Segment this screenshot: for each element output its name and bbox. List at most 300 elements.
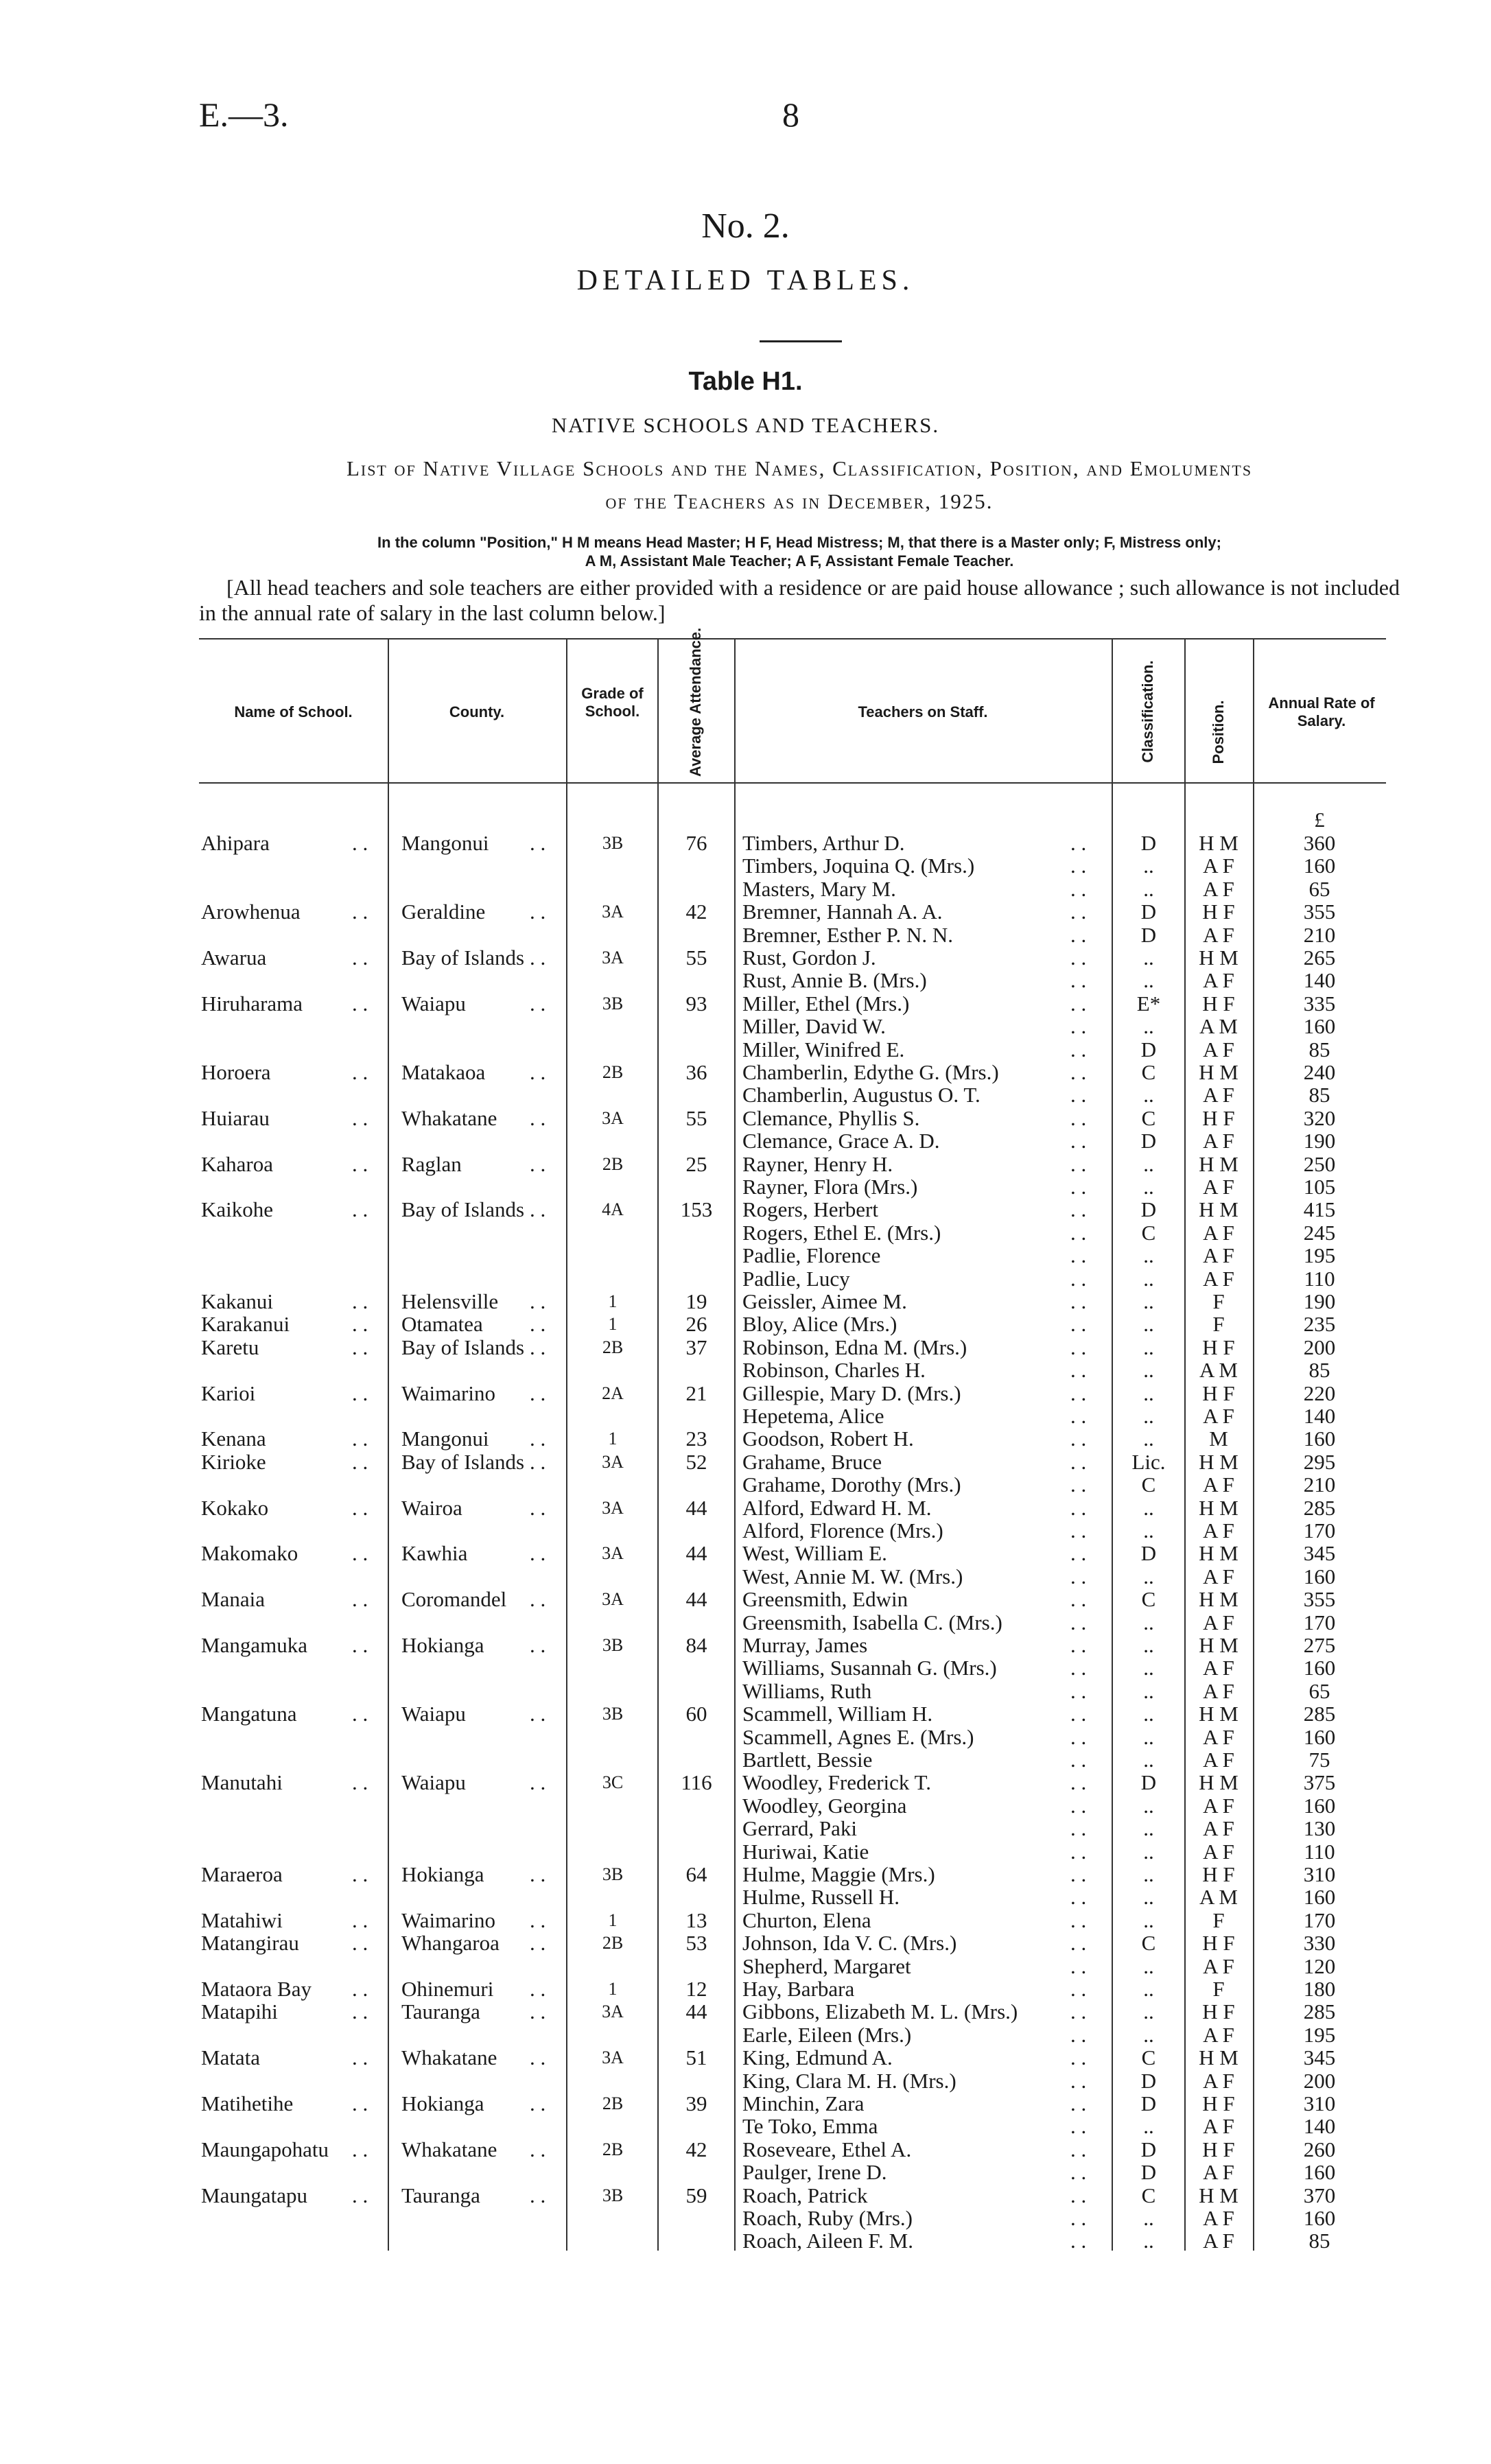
teacher-salary: 250: [1303, 1152, 1336, 1176]
header-salary: Annual Rate of Salary.: [1268, 694, 1375, 729]
teacher-classification: D: [1140, 1037, 1157, 1061]
county-name: Waiapu: [401, 992, 466, 1016]
teacher-position: H M: [1199, 1496, 1238, 1520]
leader-dots: . .: [1070, 1564, 1087, 1588]
leader-dots: . .: [530, 1999, 546, 2023]
leader-dots: . .: [352, 900, 368, 924]
teacher-name: Miller, David W.: [742, 1014, 886, 1038]
leader-dots: . .: [352, 2183, 368, 2207]
teacher-position: H M: [1199, 1770, 1238, 1794]
leader-dots: . .: [530, 1770, 546, 1794]
list-title-line-1: List of Native Village Schools and the Names, Classification, Position, and Emoluments: [346, 456, 1253, 480]
county-name: Otamatea: [401, 1312, 483, 1336]
average-attendance: 12: [685, 1977, 707, 2001]
teacher-name: Johnson, Ida V. C. (Mrs.): [742, 1931, 957, 1955]
leader-dots: . .: [352, 946, 368, 970]
leader-dots: . .: [530, 1587, 546, 1611]
leader-dots: . .: [352, 1450, 368, 1474]
leader-dots: . .: [1070, 2045, 1087, 2069]
teacher-classification: ..: [1143, 1496, 1154, 1520]
teacher-classification: D: [1140, 1129, 1157, 1153]
teacher-salary: 285: [1303, 1702, 1336, 1726]
leader-dots: . .: [1070, 1496, 1087, 1520]
teacher-position: H M: [1199, 1541, 1238, 1565]
teacher-classification: ..: [1143, 1656, 1154, 1680]
teacher-position: A F: [1203, 1404, 1234, 1428]
county-name: Raglan: [401, 1152, 462, 1176]
teacher-name: West, William E.: [742, 1541, 887, 1565]
leader-dots: . .: [1070, 1954, 1087, 1978]
leader-dots: . .: [1070, 2160, 1087, 2184]
teacher-position: A F: [1203, 2229, 1234, 2253]
teacher-position: A F: [1203, 2114, 1234, 2138]
teacher-name: Hepetema, Alice: [742, 1404, 884, 1428]
teacher-salary: 335: [1303, 992, 1336, 1016]
school-grade: 3B: [602, 994, 624, 1013]
school-grade: 2A: [602, 1383, 624, 1403]
table-top-rule: [199, 638, 1386, 640]
teacher-classification: ..: [1143, 1335, 1154, 1359]
leader-dots: . .: [1070, 1197, 1087, 1221]
teacher-classification: ..: [1143, 2229, 1154, 2253]
teacher-position: A F: [1203, 2160, 1234, 2184]
table-subtitle: NATIVE SCHOOLS AND TEACHERS.: [551, 413, 940, 437]
leader-dots: . .: [530, 1060, 546, 1084]
teacher-salary: 260: [1303, 2137, 1336, 2161]
teacher-position: H F: [1202, 1106, 1235, 1130]
teacher-position: H F: [1202, 1381, 1235, 1405]
average-attendance: 37: [685, 1335, 707, 1359]
teacher-name: Bloy, Alice (Mrs.): [742, 1312, 897, 1336]
teacher-classification: ..: [1143, 1679, 1154, 1703]
leader-dots: . .: [530, 2045, 546, 2069]
leader-dots: . .: [352, 1541, 368, 1565]
teacher-salary: 220: [1303, 1381, 1336, 1405]
teacher-position: H M: [1199, 1633, 1238, 1657]
teacher-classification: C: [1141, 1931, 1156, 1955]
leader-dots: . .: [352, 1335, 368, 1359]
teacher-name: Scammell, Agnes E. (Mrs.): [742, 1725, 974, 1749]
leader-dots: . .: [1070, 2206, 1087, 2230]
average-attendance: 21: [685, 1381, 707, 1405]
teacher-name: Padlie, Lucy: [742, 1267, 850, 1291]
leader-dots: . .: [1070, 968, 1087, 992]
page-number: 8: [782, 95, 799, 134]
teacher-classification: ..: [1143, 1358, 1154, 1382]
school-name: Maungapohatu: [201, 2137, 329, 2161]
county-name: Matakaoa: [401, 1060, 486, 1084]
school-grade: 1: [608, 1314, 618, 1334]
leader-dots: . .: [1070, 1977, 1087, 2001]
leader-dots: . .: [352, 1289, 368, 1313]
county-name: Hokianga: [401, 1633, 484, 1657]
school-name: Manaia: [201, 1587, 265, 1611]
teacher-salary: 160: [1303, 1725, 1336, 1749]
teacher-name: Alford, Florence (Mrs.): [742, 1518, 943, 1542]
leader-dots: . .: [530, 1977, 546, 2001]
teacher-salary: 235: [1303, 1312, 1336, 1336]
leader-dots: . .: [1070, 1999, 1087, 2023]
leader-dots: . .: [1070, 1908, 1087, 1932]
teacher-name: Te Toko, Emma: [742, 2114, 878, 2138]
leader-dots: . .: [530, 1106, 546, 1130]
teacher-name: Earle, Eileen (Mrs.): [742, 2023, 912, 2047]
teacher-name: Woodley, Georgina: [742, 1794, 907, 1818]
leader-dots: . .: [1070, 1312, 1087, 1336]
teacher-classification: ..: [1143, 1954, 1154, 1978]
currency-symbol: £: [1314, 808, 1325, 832]
school-grade: 1: [608, 1979, 618, 1999]
teacher-classification: C: [1141, 1587, 1156, 1611]
teacher-classification: C: [1141, 2183, 1156, 2207]
teacher-position: H F: [1202, 2137, 1235, 2161]
teacher-position: A F: [1203, 1656, 1234, 1680]
teacher-classification: ..: [1143, 1633, 1154, 1657]
teacher-name: Timbers, Arthur D.: [742, 831, 905, 855]
leader-dots: . .: [352, 1106, 368, 1130]
leader-dots: . .: [1070, 1243, 1087, 1267]
teacher-position: H M: [1199, 1587, 1238, 1611]
teacher-classification: D: [1140, 1541, 1157, 1565]
teacher-classification: ..: [1143, 1748, 1154, 1772]
leader-dots: . .: [1070, 1816, 1087, 1840]
leader-dots: . .: [352, 1999, 368, 2023]
teacher-position: A F: [1203, 2069, 1234, 2093]
leader-dots: . .: [1070, 1518, 1087, 1542]
teacher-classification: D: [1140, 2091, 1157, 2115]
leader-dots: . .: [352, 831, 368, 855]
table-title: Table H1.: [688, 367, 803, 396]
teacher-position: A M: [1199, 1014, 1238, 1038]
school-grade: 4A: [602, 1199, 624, 1219]
teacher-name: Paulger, Irene D.: [742, 2160, 887, 2184]
leader-dots: . .: [1070, 1450, 1087, 1474]
teacher-classification: D: [1140, 900, 1157, 924]
teacher-name: Miller, Winifred E.: [742, 1037, 905, 1061]
county-name: Whakatane: [401, 1106, 497, 1130]
school-name: Kokako: [201, 1496, 269, 1520]
teacher-salary: 275: [1303, 1633, 1336, 1657]
teacher-name: Greensmith, Isabella C. (Mrs.): [742, 1610, 1002, 1634]
county-name: Waiapu: [401, 1770, 466, 1794]
school-grade: 3C: [602, 1772, 624, 1792]
teacher-name: Murray, James: [742, 1633, 868, 1657]
teacher-salary: 345: [1303, 1541, 1336, 1565]
school-name: Karakanui: [201, 1312, 290, 1336]
average-attendance: 52: [685, 1450, 707, 1474]
teacher-position: H F: [1202, 900, 1235, 924]
teacher-name: Gibbons, Elizabeth M. L. (Mrs.): [742, 1999, 1018, 2023]
leader-dots: . .: [1070, 1862, 1087, 1886]
leader-dots: . .: [352, 1770, 368, 1794]
teacher-classification: ..: [1143, 1083, 1154, 1107]
teacher-name: Miller, Ethel (Mrs.): [742, 992, 910, 1016]
teacher-salary: 160: [1303, 2160, 1336, 2184]
teacher-classification: ..: [1143, 968, 1154, 992]
leader-dots: . .: [1070, 1267, 1087, 1291]
teacher-classification: D: [1140, 2137, 1157, 2161]
teacher-classification: ..: [1143, 946, 1154, 970]
school-name: Awarua: [201, 946, 267, 970]
school-grade: 3A: [602, 2002, 624, 2021]
average-attendance: 76: [685, 831, 707, 855]
teacher-salary: 415: [1303, 1197, 1336, 1221]
school-name: Arowhenua: [201, 900, 301, 924]
leader-dots: . .: [1070, 1175, 1087, 1199]
average-attendance: 42: [685, 900, 707, 924]
teacher-classification: ..: [1143, 1427, 1154, 1451]
school-name: Kakanui: [201, 1289, 274, 1313]
heading-divider: [760, 340, 842, 342]
average-attendance: 23: [685, 1427, 707, 1451]
column-rule: [388, 638, 389, 2251]
leader-dots: . .: [1070, 1381, 1087, 1405]
teacher-salary: 85: [1308, 2229, 1330, 2253]
leader-dots: . .: [1070, 2023, 1087, 2047]
leader-dots: . .: [1070, 1289, 1087, 1313]
teacher-position: A M: [1199, 1885, 1238, 1909]
county-name: Tauranga: [401, 2183, 480, 2207]
average-attendance: 53: [685, 1931, 707, 1955]
leader-dots: . .: [1070, 1794, 1087, 1818]
teacher-salary: 160: [1303, 2206, 1336, 2230]
teacher-salary: 240: [1303, 1060, 1336, 1084]
school-grade: 2B: [602, 1933, 624, 1953]
teacher-salary: 130: [1303, 1816, 1336, 1840]
school-grade: 3B: [602, 833, 624, 853]
teacher-classification: ..: [1143, 2023, 1154, 2047]
school-name: Huiarau: [201, 1106, 270, 1130]
teacher-name: King, Clara M. H. (Mrs.): [742, 2069, 956, 2093]
teacher-classification: ..: [1143, 1908, 1154, 1932]
teacher-classification: C: [1141, 1060, 1156, 1084]
header-classification: Classification.: [1139, 660, 1156, 763]
teacher-name: Roach, Patrick: [742, 2183, 868, 2207]
school-grade: 3A: [602, 902, 624, 922]
teacher-position: A F: [1203, 1679, 1234, 1703]
teacher-name: Clemance, Phyllis S.: [742, 1106, 920, 1130]
teacher-salary: 85: [1308, 1083, 1330, 1107]
teacher-position: H F: [1202, 1931, 1235, 1955]
leader-dots: . .: [352, 1427, 368, 1451]
teacher-classification: ..: [1143, 1312, 1154, 1336]
teacher-name: Rayner, Flora (Mrs.): [742, 1175, 918, 1199]
county-name: Tauranga: [401, 1999, 480, 2023]
teacher-classification: ..: [1143, 2114, 1154, 2138]
allowance-remark: [All head teachers and sole teachers are either provided with a residence or are paid house allowance ; such allowance is not included in the annual rate of salary in the last column below.]: [199, 575, 1400, 625]
leader-dots: . .: [530, 946, 546, 970]
leader-dots: . .: [1070, 1633, 1087, 1657]
leader-dots: . .: [352, 2137, 368, 2161]
leader-dots: . .: [530, 2137, 546, 2161]
county-name: Whakatane: [401, 2045, 497, 2069]
leader-dots: . .: [1070, 1335, 1087, 1359]
teacher-position: A F: [1203, 1794, 1234, 1818]
teacher-salary: 65: [1308, 1679, 1330, 1703]
leader-dots: . .: [352, 1496, 368, 1520]
teacher-salary: 170: [1303, 1518, 1336, 1542]
average-attendance: 19: [685, 1289, 707, 1313]
average-attendance: 13: [685, 1908, 707, 1932]
teacher-position: H M: [1199, 1152, 1238, 1176]
school-name: Karioi: [201, 1381, 256, 1405]
teacher-salary: 140: [1303, 968, 1336, 992]
leader-dots: . .: [1070, 1931, 1087, 1955]
school-name: Hiruharama: [201, 992, 303, 1016]
teacher-classification: ..: [1143, 1862, 1154, 1886]
teacher-classification: ..: [1143, 1518, 1154, 1542]
teacher-position: H M: [1199, 1702, 1238, 1726]
teacher-position: A F: [1203, 1083, 1234, 1107]
average-attendance: 59: [685, 2183, 707, 2207]
leader-dots: . .: [1070, 1656, 1087, 1680]
teacher-salary: 160: [1303, 1014, 1336, 1038]
leader-dots: . .: [352, 1862, 368, 1886]
leader-dots: . .: [352, 1152, 368, 1176]
teacher-salary: 200: [1303, 1335, 1336, 1359]
teacher-salary: 210: [1303, 923, 1336, 947]
average-attendance: 42: [685, 2137, 707, 2161]
school-name: Maungatapu: [201, 2183, 307, 2207]
school-name: Ahipara: [201, 831, 270, 855]
teacher-classification: ..: [1143, 1175, 1154, 1199]
document-reference: E.—3.: [199, 95, 289, 134]
teacher-name: West, Annie M. W. (Mrs.): [742, 1564, 963, 1588]
county-name: Bay of Islands: [401, 946, 525, 970]
teacher-name: Grahame, Dorothy (Mrs.): [742, 1472, 961, 1497]
leader-dots: . .: [530, 1862, 546, 1886]
leader-dots: . .: [530, 2091, 546, 2115]
teacher-name: Rogers, Herbert: [742, 1197, 878, 1221]
leader-dots: . .: [352, 1977, 368, 2001]
table-header-rule: [199, 782, 1386, 784]
leader-dots: . .: [1070, 923, 1087, 947]
teacher-classification: C: [1141, 1221, 1156, 1245]
teacher-name: Geissler, Aimee M.: [742, 1289, 907, 1313]
teacher-position: H M: [1199, 1197, 1238, 1221]
teacher-position: A F: [1203, 2206, 1234, 2230]
school-grade: 2B: [602, 1062, 624, 1082]
teacher-name: Clemance, Grace A. D.: [742, 1129, 940, 1153]
teacher-position: F: [1212, 1312, 1225, 1336]
teacher-salary: 110: [1304, 1840, 1335, 1864]
teacher-salary: 140: [1303, 2114, 1336, 2138]
school-name: Kaharoa: [201, 1152, 273, 1176]
leader-dots: . .: [1070, 1083, 1087, 1107]
school-grade: 2B: [602, 1154, 624, 1174]
teacher-classification: ..: [1143, 1840, 1154, 1864]
leader-dots: . .: [352, 1633, 368, 1657]
average-attendance: 26: [685, 1312, 707, 1336]
teacher-name: Bremner, Hannah A. A.: [742, 900, 943, 924]
average-attendance: 44: [685, 1541, 707, 1565]
county-name: Mangonui: [401, 1427, 489, 1451]
teacher-position: A M: [1199, 1358, 1238, 1382]
teacher-salary: 360: [1303, 831, 1336, 855]
teacher-name: Gerrard, Paki: [742, 1816, 857, 1840]
teacher-position: H F: [1202, 1335, 1235, 1359]
teacher-name: Scammell, William H.: [742, 1702, 933, 1726]
teacher-position: A F: [1203, 1129, 1234, 1153]
county-name: Bay of Islands: [401, 1450, 525, 1474]
teacher-position: M: [1209, 1427, 1228, 1451]
county-name: Mangonui: [401, 831, 489, 855]
leader-dots: . .: [1070, 1840, 1087, 1864]
teacher-name: Churton, Elena: [742, 1908, 871, 1932]
teacher-position: A F: [1203, 854, 1234, 878]
teacher-classification: ..: [1143, 877, 1154, 901]
leader-dots: . .: [352, 1381, 368, 1405]
county-name: Coromandel: [401, 1587, 507, 1611]
leader-dots: . .: [1070, 1679, 1087, 1703]
county-name: Waimarino: [401, 1381, 495, 1405]
county-name: Waimarino: [401, 1908, 495, 1932]
teacher-name: Hulme, Russell H.: [742, 1885, 900, 1909]
teacher-name: Rogers, Ethel E. (Mrs.): [742, 1221, 941, 1245]
school-grade: 3B: [602, 1704, 624, 1724]
school-name: Matihetihe: [201, 2091, 294, 2115]
teacher-position: H M: [1199, 946, 1238, 970]
leader-dots: . .: [530, 1541, 546, 1565]
county-name: Bay of Islands: [401, 1335, 525, 1359]
teacher-salary: 265: [1303, 946, 1336, 970]
leader-dots: . .: [530, 2183, 546, 2207]
teacher-classification: D: [1140, 2160, 1157, 2184]
average-attendance: 44: [685, 1999, 707, 2023]
average-attendance: 153: [680, 1197, 713, 1221]
teacher-name: Chamberlin, Augustus O. T.: [742, 1083, 981, 1107]
teacher-classification: C: [1141, 1106, 1156, 1130]
leader-dots: . .: [1070, 1541, 1087, 1565]
leader-dots: . .: [1070, 946, 1087, 970]
leader-dots: . .: [352, 2045, 368, 2069]
teacher-classification: D: [1140, 1770, 1157, 1794]
school-name: Manutahi: [201, 1770, 283, 1794]
leader-dots: . .: [530, 1335, 546, 1359]
teacher-salary: 160: [1303, 1564, 1336, 1588]
county-name: Hokianga: [401, 2091, 484, 2115]
teacher-position: A F: [1203, 1748, 1234, 1772]
section-number: No. 2.: [701, 207, 790, 246]
average-attendance: 44: [685, 1587, 707, 1611]
leader-dots: . .: [1070, 1358, 1087, 1382]
teacher-position: H M: [1199, 1060, 1238, 1084]
leader-dots: . .: [352, 1060, 368, 1084]
leader-dots: . .: [1070, 1037, 1087, 1061]
teacher-classification: ..: [1143, 1152, 1154, 1176]
header-position: Position.: [1210, 700, 1227, 764]
teacher-position: A F: [1203, 877, 1234, 901]
school-grade: 3A: [602, 1452, 624, 1472]
teacher-salary: 160: [1303, 1885, 1336, 1909]
teacher-name: Williams, Ruth: [742, 1679, 872, 1703]
teacher-name: Alford, Edward H. M.: [742, 1496, 932, 1520]
leader-dots: . .: [530, 1908, 546, 1932]
teacher-classification: ..: [1143, 1885, 1154, 1909]
teacher-classification: ..: [1143, 1816, 1154, 1840]
leader-dots: . .: [530, 1197, 546, 1221]
teacher-name: Padlie, Florence: [742, 1243, 881, 1267]
leader-dots: . .: [1070, 1152, 1087, 1176]
leader-dots: . .: [1070, 854, 1087, 878]
leader-dots: . .: [1070, 1106, 1087, 1130]
teacher-salary: 310: [1303, 2091, 1336, 2115]
leader-dots: . .: [1070, 1472, 1087, 1497]
teacher-name: Minchin, Zara: [742, 2091, 865, 2115]
leader-dots: . .: [1070, 877, 1087, 901]
teacher-salary: 195: [1303, 2023, 1336, 2047]
teacher-salary: 105: [1303, 1175, 1336, 1199]
